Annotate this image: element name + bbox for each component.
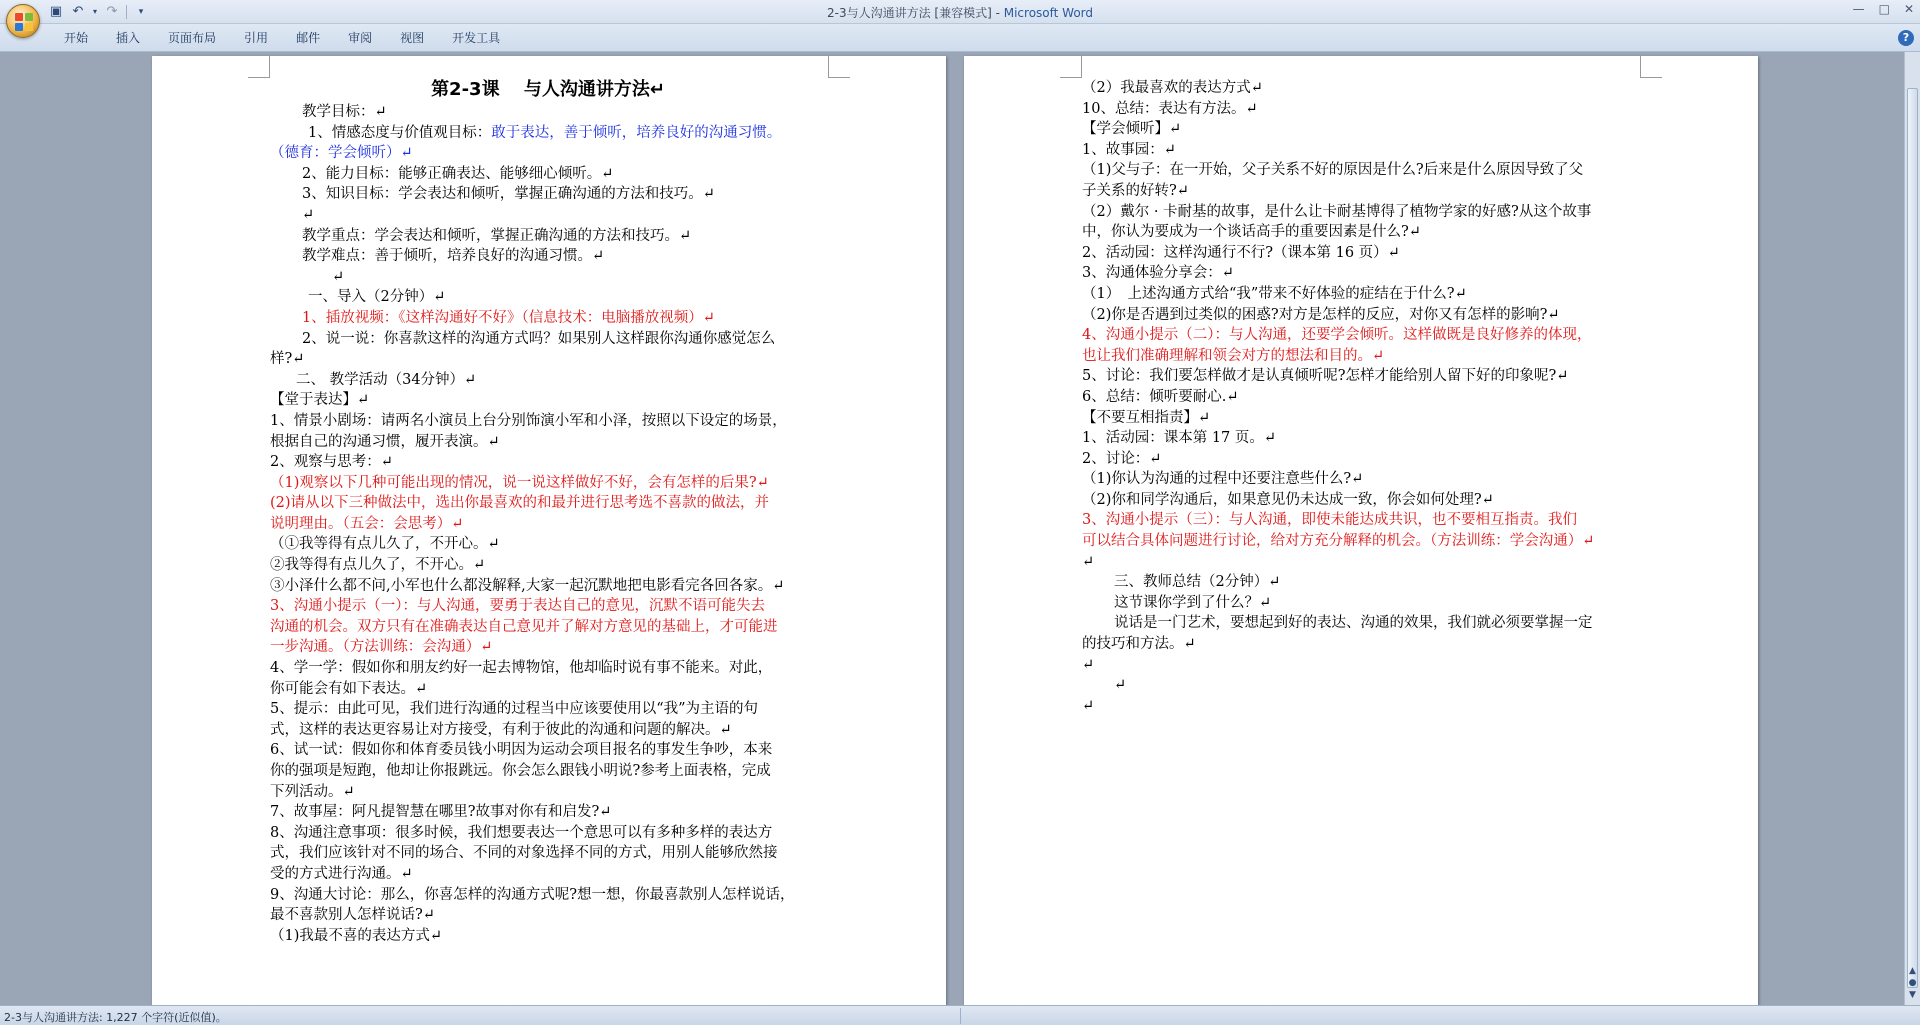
tab-review[interactable]: 审阅 <box>348 31 373 45</box>
text-line: 【学会倾听】↵ <box>1082 121 1182 138</box>
office-button[interactable] <box>6 4 40 38</box>
page-nav-icon[interactable]: ▲ ● ▼ <box>1908 966 1917 1000</box>
title-bar <box>0 0 1920 24</box>
text-line: （1)父与子：在一开始，父子关系不好的原因是什么?后来是什么原因导致了父 <box>1082 162 1584 179</box>
text-line: ↵ <box>302 206 315 223</box>
text-line: ↵ <box>1082 656 1095 673</box>
document-workspace <box>0 52 1904 1005</box>
text-line: 式，这样的表达更容易让对方接受，有利于彼此的沟通和问题的解决。↵ <box>270 721 732 738</box>
text-line: 三、教师总结（2分钟）↵ <box>1114 574 1281 591</box>
text-line: 9、沟通大讨论：那么，你喜怎样的沟通方式呢?想一想，你最喜款别人怎样说话， <box>270 886 795 903</box>
text-line: （2)你和同学沟通后，如果意见仍未达成一致，你会如何处理?↵ <box>1082 491 1494 508</box>
scrollbar-thumb[interactable] <box>1907 88 1918 988</box>
text-line: 沟通的机会。双方只有在准确表达自己意见并了解对方意见的基础上，才可能进 <box>270 618 778 635</box>
text-line: 教学难点：善于倾听，培养良好的沟通习惯。↵ <box>302 248 605 265</box>
text-line: 最不喜款别人怎样说话?↵ <box>270 907 435 924</box>
text-line: ③小泽什么都不问,小军也什么都没解释,大家一起沉默地把电影看完各回各家。↵ <box>270 577 785 594</box>
text-line <box>270 123 826 144</box>
text-line: 3、沟通小提示（一）：与人沟通，要勇于表达自己的意见，沉默不语可能失去 <box>270 598 765 615</box>
text-line: 说明理由。（五会：会思考）↵ <box>270 515 464 532</box>
status-divider <box>960 1008 961 1024</box>
document-page-left[interactable] <box>152 56 946 1005</box>
save-icon[interactable]: ▣ <box>49 4 63 19</box>
text-line: 说话是一门艺术，要想起到好的表达、沟通的效果，我们就必须要掌握一定 <box>1114 615 1593 632</box>
office-logo-icon <box>15 13 33 31</box>
text-line: （1） 上述沟通方式给“我”带来不好体验的症结在于什么?↵ <box>1082 285 1467 302</box>
minimize-button[interactable]: — <box>1852 2 1865 16</box>
text-line: 你的强项是短跑，他却让你报跳远。你会怎么跟钱小明说?参考上面表格，完成 <box>270 763 771 779</box>
page-text-left <box>270 78 826 946</box>
page-text-right <box>1082 78 1642 716</box>
window-title <box>0 4 1920 21</box>
text-line: 受的方式进行沟通。↵ <box>270 865 413 882</box>
vertical-scrollbar[interactable] <box>1904 52 1920 1005</box>
status-text: 2-3与人沟通讲方法: 1,227 个字符(近似值)。 <box>4 1011 227 1024</box>
document-page-right[interactable] <box>964 56 1758 1005</box>
margin-corner <box>248 56 270 78</box>
text-line: ↵ <box>1082 553 1095 570</box>
text-line: 2、说一说：你喜款这样的沟通方式吗？如果别人这样跟你沟通你感觉怎么 <box>302 330 776 347</box>
text-line: 3、沟通体验分享会：↵ <box>1082 265 1234 282</box>
text-line: 【不要互相指责】↵ <box>1082 409 1211 426</box>
text-line: 教学重点：学会表达和倾听，掌握正确沟通的方法和技巧。↵ <box>302 227 692 244</box>
text-line: 样?↵ <box>270 351 305 368</box>
text-line: 3、沟通小提示（三）：与人沟通，即使未能达成共识，也不要相互指责。我们 <box>1082 512 1577 529</box>
text-line: 4、沟通小提示（二）：与人沟通，还要学会倾听。这样做既是良好修养的体现， <box>1082 327 1592 344</box>
text-line: 2、活动园：这样沟通行不行?（课本第 16 页）↵ <box>1082 244 1400 261</box>
text-line: 2、讨论：↵ <box>1082 450 1162 467</box>
text-line: 1、故事园：↵ <box>1082 141 1176 158</box>
text-line: 8、沟通注意事项：很多时候，我们想要表达一个意思可以有多种多样的表达方 <box>270 824 773 841</box>
text-line: 一步沟通。（方法训练：会沟通）↵ <box>270 639 493 656</box>
document-title: 2-3与人沟通讲方法 [兼容模式] <box>826 6 992 20</box>
text-line: 1、情景小剧场：请两名小演员上台分别饰演小军和小泽，按照以下设定的场景， <box>270 412 787 429</box>
tab-home[interactable]: 开始 <box>64 31 89 45</box>
text-line: 你可能会有如下表达。↵ <box>270 680 428 697</box>
text-line: （2）我最喜欢的表达方式↵ <box>1082 80 1263 96</box>
text-line: ↵ <box>1114 677 1127 694</box>
text-line: 1、插放视频：《这样沟通好不好》（信息技术：电脑播放视频）↵ <box>302 309 715 326</box>
text-line: 4、学一学：假如你和朋友约好一起去博物馆，他却临时说有事不能来。对此， <box>270 660 773 677</box>
status-bar <box>0 1005 1920 1025</box>
tab-insert[interactable]: 插入 <box>116 31 141 45</box>
text-line: 可以结合具体问题进行讨论，给对方充分解释的机会。（方法训练：学会沟通）↵ <box>1082 533 1595 550</box>
text-line: （德育：学会倾听）↵ <box>270 145 413 162</box>
text-line: 2、能力目标：能够正确表达、能够细心倾听。↵ <box>302 165 614 182</box>
text-line: 根据自己的沟通习惯，履开表演。↵ <box>270 433 500 450</box>
text-line: 5、提示：由此可见，我们进行沟通的过程当中应该要使用以“我”为主语的句 <box>270 701 759 718</box>
margin-corner <box>1060 56 1082 78</box>
text-line: 一、导入（2分钟）↵ <box>308 289 446 306</box>
close-button[interactable]: ✕ <box>1903 2 1914 16</box>
tab-mailings[interactable]: 邮件 <box>296 31 321 45</box>
text-line: 式，我们应该针对不同的场合、不同的对象选择不同的方式，用别人能够欣然接 <box>270 845 778 862</box>
lesson-title: 第2-3课 与人沟通讲方法↵ <box>431 79 665 100</box>
text-line: （1)我最不喜的表达方式↵ <box>270 927 443 944</box>
text-line: 3、知识目标：学会表达和倾听，掌握正确沟通的方法和技巧。↵ <box>302 186 715 203</box>
text-line: 2、观察与思考：↵ <box>270 454 393 471</box>
text-line: 7、故事屋：阿凡提智慧在哪里?故事对你有和启发?↵ <box>270 804 612 821</box>
text-line: 下列活动。↵ <box>270 783 355 800</box>
app-name: Microsoft Word <box>1003 6 1094 20</box>
text-line: 【堂于表达】↵ <box>270 392 370 409</box>
tab-page-layout[interactable]: 页面布局 <box>168 31 217 45</box>
customize-toolbar-icon[interactable]: ▾ <box>138 7 144 17</box>
tab-developer[interactable]: 开发工具 <box>452 31 501 45</box>
text-line: ↵ <box>332 268 345 285</box>
dropdown-icon[interactable]: ▾ <box>92 7 97 16</box>
margin-corner <box>828 56 850 78</box>
maximize-button[interactable]: □ <box>1878 2 1890 16</box>
undo-icon[interactable]: ↶ <box>72 4 84 19</box>
text-line: 的技巧和方法。↵ <box>1082 636 1196 653</box>
help-icon[interactable]: ? <box>1898 30 1914 46</box>
text-line: （2）戴尔 · 卡耐基的故事，是什么让卡耐基博得了植物学家的好感?从这个故事 <box>1082 203 1592 220</box>
text-line: 这节课你学到了什么？↵ <box>1114 594 1272 611</box>
text-line: ②我等得有点儿久了，不开心。↵ <box>270 557 486 574</box>
redo-icon[interactable]: ↷ <box>106 4 118 19</box>
text-line: 1、情感态度与价值观目标： <box>308 124 492 141</box>
tab-references[interactable]: 引用 <box>244 31 269 45</box>
text-line: ↵ <box>1082 697 1095 714</box>
tab-view[interactable]: 视图 <box>400 31 425 45</box>
title-separator: - <box>991 6 1004 20</box>
text-line: 6、总结：倾听要耐心.↵ <box>1082 388 1239 405</box>
text-line: 也让我们准确理解和领会对方的想法和目的。↵ <box>1082 347 1385 364</box>
text-line: 5、讨论：我们要怎样做才是认真倾听呢?怎样才能给别人留下好的印象呢?↵ <box>1082 368 1569 385</box>
text-line: (2)请从以下三种做法中，选出你最喜欢的和最并进行思考选不喜款的做法，并 <box>270 495 770 512</box>
text-line: 敢于表达，善于倾听，培养良好的沟通习惯。 <box>491 124 782 141</box>
ribbon-tabs <box>0 24 1920 52</box>
text-line: （1)观察以下几种可能出现的情况，说一说这样做好不好，会有怎样的后果?↵ <box>270 474 769 491</box>
text-line: 中，你认为要成为一个谈话高手的重要因素是什么?↵ <box>1082 224 1421 241</box>
text-line: 教学目标：↵ <box>302 104 387 120</box>
text-line: 二、 教学活动（34分钟）↵ <box>296 371 477 388</box>
text-line: 6、试一试：假如你和体育委员钱小明因为运动会项目报名的事发生争吵，本来 <box>270 742 773 759</box>
text-line: （2)你是否遇到过类似的困惑?对方是怎样的反应，对你又有怎样的影响?↵ <box>1082 306 1560 323</box>
text-line: （1)你认为沟通的过程中还要注意些什么?↵ <box>1082 471 1364 488</box>
margin-corner <box>1640 56 1662 78</box>
text-line: （①我等得有点儿久了，不开心。↵ <box>270 536 500 553</box>
window-controls <box>1853 2 1914 16</box>
text-line: 子关系的好转?↵ <box>1082 182 1189 199</box>
text-line: 10、总结：表达有方法。↵ <box>1082 100 1258 117</box>
text-line: 1、活动园：课本第 17 页。↵ <box>1082 430 1277 447</box>
